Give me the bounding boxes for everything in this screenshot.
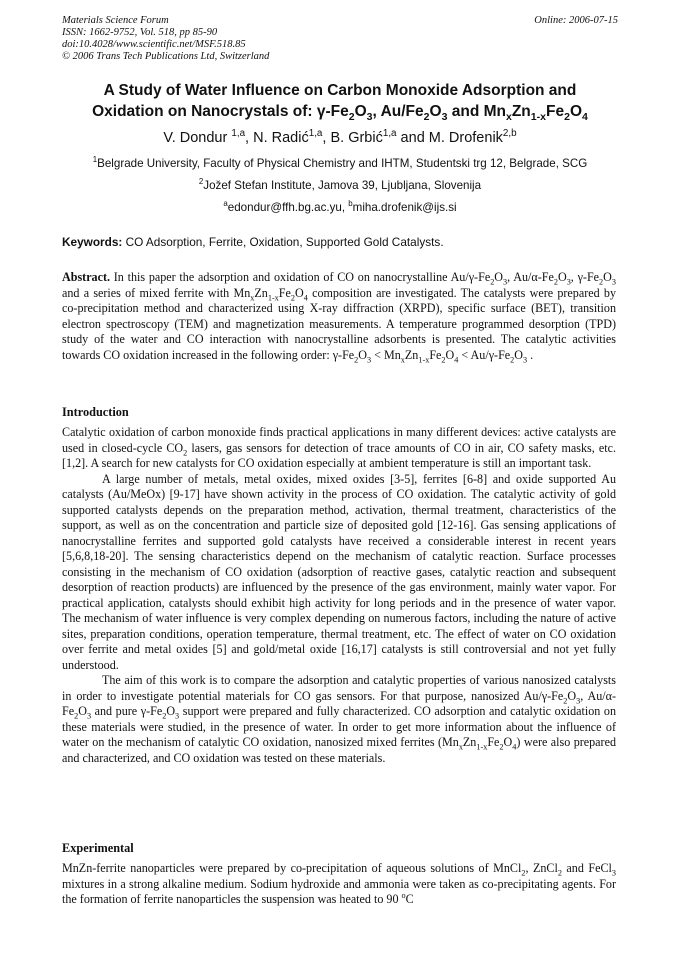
journal-header [62,15,618,63]
journal-name: Materials Science Forum [62,15,169,26]
doi: doi:10.4028/www.scientific.net/MSF.518.85 [62,39,246,50]
copyright: © 2006 Trans Tech Publications Ltd, Switzerland [62,51,270,62]
experimental-body: MnZn-ferrite nanoparticles were prepared by co-precipitation of aqueous solutions of MnCl$_2$, ZnCl$_2$ and FeCl$_3$ mixtures in a strong alkaline medium. Sodium hydroxide and ammonia were taken as co-precipitating agents. For the formation of ferrite nanoparticles the suspension was heated to 90 $^o$C [62,861,617,906]
introduction-heading: Introduction [62,405,129,419]
issn: ISSN: 1662-9752, Vol. 518, pp 85-90 [62,27,218,38]
paper-title [62,80,618,122]
affiliation-1: $^1$Belgrade University, Faculty of Physical Chemistry and IHTM, Studentski trg 12, Belgrade, SCG [92,155,588,170]
online-date: Online: 2006-07-15 [534,15,618,26]
experimental-heading: Experimental [62,841,134,855]
author-list: V. Dondur $^{1,a}$, N. Radić$^{1,a}$, B. Grbić$^{1,a}$ and M. Drofenik$^{2,b}$ [163,128,517,146]
intro-paragraph-3: The aim of this work is to compare the adsorption and catalytic properties of various nanosized catalysts in order to investigate potential materials for CO gas sensors. For that purpose, nanosized $Au/\gamma-Fe_2O_3$, $Au/\alpha-Fe_2O_3$ and pure $\gamma-Fe_2O_3$ support were prepared and fully characterized. CO adsorption and catalytic oxidation on these materials were studied, in the presence of water. In order to get more information about the influence of water on the mechanism of catalytic CO oxidation, nanosized mixed ferrites $(Mn_xZn_{1-x}Fe_2O_4)$ were also prepared and characterized, and CO oxidation was tested on these materials. [62,673,617,765]
affiliation-2: $^2$Jožef Stefan Institute, Jamova 39, Ljubljana, Slovenija [198,177,482,192]
abstract-label: Abstract. [62,270,111,284]
author-emails: $^a$edondur@ffh.bg.ac.yu, $^b$miha.drofenik@ijs.si [223,199,457,214]
title-line-1: A Study of Water Influence on Carbon Monoxide Adsorption and [103,82,577,99]
intro-paragraph-2: A large number of metals, metal oxides, mixed oxides [3-5], ferrites [6-8] and oxide supported Au catalysts (Au/MeOx) [9-17] have shown activity in the process of CO oxidation. The catalytic activity of gold supported catalysts depends on the preparation method, activation, thermal treatment, characteristics of the support, as well as on the concentration and particle size of deposited gold [12-16]. Gas sensing applications of nanocrystalline ferrites and supported gold catalysts have received a considerable interest in recent years [5,6,8,18-20]. The sensing characteristics depend on the mechanism of catalytic reaction. Surface processes consisting in the mechanism of CO oxidation (adsorption of reactive gases, catalytic reaction and subsequent desorption of reaction products) are influenced by the presence of the gas environment, mainly water vapor. For practical application, catalysts should exhibit high activity for long periods and in the presence of water vapor. The mechanism of water influence is very complex depending on numerous factors, including the nature of active sites, preparation conditions, operation temperature, thermal treatment, etc. The effect of water on CO oxidation over ferrite and metal oxides [5] and gold/metal oxide [16,17] catalysts is still controversial and not yet fully understood. [62,471,616,672]
keywords-label: Keywords: [62,235,123,249]
title-line-2: Oxidation on Nanocrystals of: $\gamma-Fe_2O_3$, $Au/Fe_2O_3$ and $Mn_xZn_{1-x}Fe_2O_4$ [92,103,588,124]
introduction-body [62,425,616,766]
intro-paragraph-1: Catalytic oxidation of carbon monoxide finds practical applications in many different devices: active catalysts are used in closed-cycle $CO_2$ lasers, gas sensors for detection of trace amounts of CO in air, CO safety masks, etc. [1,2]. A search for new catalysts for CO oxidation especially at ambient temperature is still an important task. [62,425,616,470]
keywords: Keywords: CO Adsorption, Ferrite, Oxidation, Supported Gold Catalysts. [62,235,444,249]
abstract: Abstract. In this paper the adsorption and oxidation of CO on nanocrystalline $Au/\gamma-Fe_2O_3$, $Au/\alpha-Fe_2O_3$, $\gamma-Fe_2O_3$ and a series of mixed ferrite with $Mn_xZn_{1-x}Fe_2O_4$ composition are investigated. The catalysts were prepared by co-precipitation method and characterized using X-ray diffraction (XRPD), specific surface (BET), transition electron spectroscopy (TEM) and magnetization measurements. A temperature programmed desorption (TPD) study of the water and CO interaction with nanocrystalline adsorbents is presented. The catalytic activities towards CO oxidation increased in the following order: $\gamma-Fe_2O_3 < Mn_xZn_{1-x}Fe_2O_4 < Au/\gamma-Fe_2O_3$ . [62,270,616,364]
